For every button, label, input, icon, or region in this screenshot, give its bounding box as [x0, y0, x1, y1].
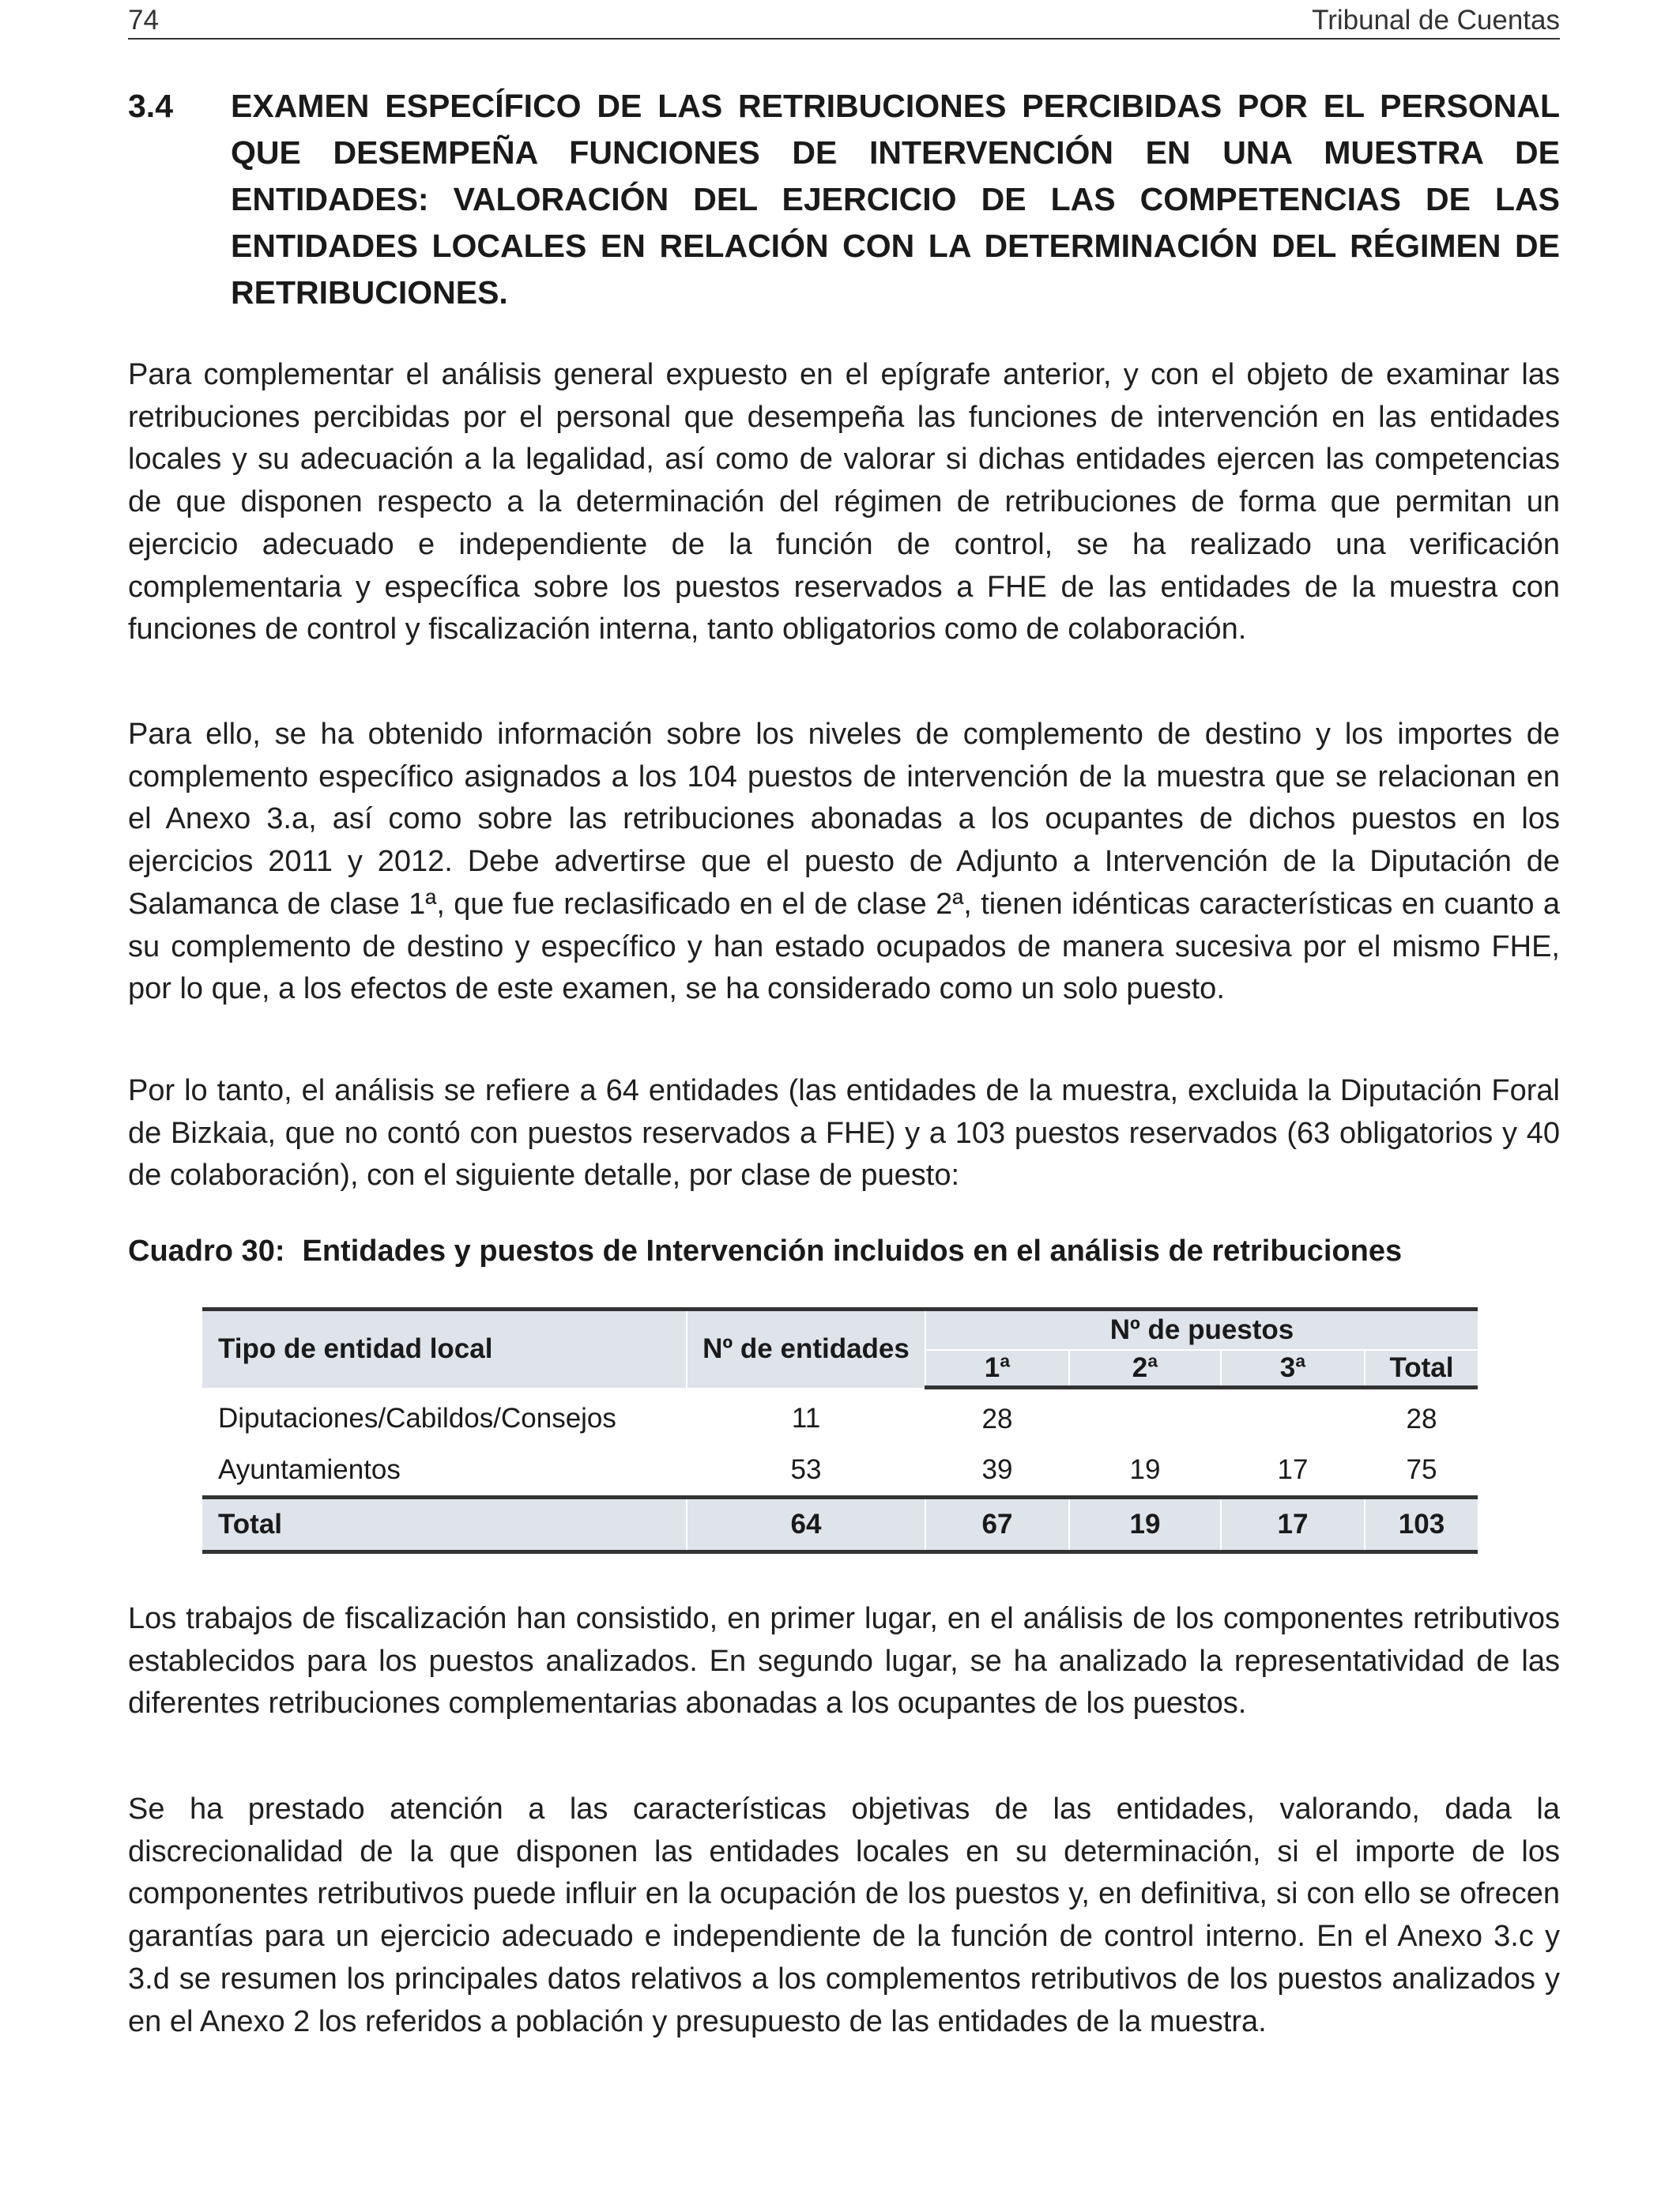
cell-entidades: 53	[687, 1445, 925, 1498]
header-num-puestos: Nº de puestos	[925, 1310, 1478, 1351]
table-caption	[128, 1231, 1560, 1271]
section-heading	[128, 83, 1560, 316]
table-header-row	[202, 1310, 1478, 1351]
total-clase-1: 67	[925, 1498, 1069, 1552]
header-tipo-entidad: Tipo de entidad local	[202, 1310, 687, 1388]
header-clase-1: 1ª	[925, 1350, 1069, 1388]
total-label: Total	[202, 1498, 687, 1552]
cell-clase-1: 28	[925, 1388, 1069, 1446]
paragraph-5: Se ha prestado atención a las características objetivas de las entidades, valorando, dada la discrecionalidad de la que disponen las entidades locales en su determinación, si el importe de los componentes retributivos puede influir en la ocupación de los puestos y, en definitiva, si con ello se ofrecen garantías para un ejercicio adecuado e independiente de la función de control interno. En el Anexo 3.c y 3.d se resumen los principales datos relativos a los complementos retributivos de los puestos analizados y en el Anexo 2 los referidos a población y presupuesto de las entidades de la muestra.	[128, 1793, 1560, 2038]
cell-total: 75	[1406, 1454, 1437, 1485]
cell-clase-1: 39	[925, 1445, 1069, 1498]
table-total-row	[202, 1498, 1478, 1552]
paragraph-3: Por lo tanto, el análisis se refiere a 64 entidades (las entidades de la muestra, excluida la Diputación Foral de Bizkaia, que no contó con puestos reservados a FHE) y a 103 puestos reservados (63 obligatorios y 40 de colaboración), con el siguiente detalle, por clase de puesto:	[128, 1074, 1560, 1193]
table-caption-text: Entidades y puestos de Intervención incluidos en el análisis de retribuciones	[302, 1235, 1403, 1268]
table-row	[202, 1445, 1478, 1498]
paragraph-4: Los trabajos de fiscalización han consistido, en primer lugar, en el análisis de los componentes retributivos establecidos para los puestos analizados. En segundo lugar, se ha analizado la representatividad de las diferentes retribuciones complementarias abonadas a los ocupantes de los puestos.	[128, 1602, 1560, 1721]
paragraph-1: Para complementar el análisis general expuesto en el epígrafe anterior, y con el objeto de examinar las retribuciones percibidas por el personal que desempeña las funciones de intervención en las entidades locales y su adecuación a la legalidad, así como de valorar si dichas entidades ejercen las competencias de que disponen respecto a la determinación del régimen de retribuciones de forma que permitan un ejercicio adecuado e independiente de la función de control, se ha realizado una verificación complementaria y específica sobre los puestos reservados a FHE de las entidades de la muestra con funciones de control y fiscalización interna, tanto obligatorios como de colaboración.	[128, 358, 1560, 647]
cell-clase-3	[1221, 1388, 1365, 1446]
total-entidades: 64	[687, 1498, 925, 1552]
total-puestos: 103	[1365, 1498, 1478, 1552]
table-row	[202, 1388, 1478, 1446]
cell-tipo: Ayuntamientos	[202, 1445, 687, 1498]
cell-clase-2	[1069, 1388, 1221, 1446]
cell-clase-2: 19	[1069, 1445, 1221, 1498]
table-caption-label: Cuadro 30:	[128, 1235, 285, 1268]
cell-clase-3: 17	[1221, 1445, 1365, 1498]
entities-table	[202, 1307, 1478, 1554]
section-number: 3.4	[128, 88, 173, 124]
header-clase-3: 3ª	[1221, 1350, 1365, 1388]
page-number: 74	[128, 5, 159, 36]
total-clase-2: 19	[1069, 1498, 1221, 1552]
header-total: Total	[1365, 1350, 1478, 1388]
cell-total: 28	[1406, 1404, 1437, 1434]
section-title: EXAMEN ESPECÍFICO DE LAS RETRIBUCIONES PERCIBIDAS POR EL PERSONAL QUE DESEMPEÑA FUNCIONES DE INTERVENCIÓN EN UNA MUESTRA DE ENTIDADES: VALORACIÓN DEL EJERCICIO DE LAS COMPETENCIAS DE LAS ENTIDADES LOCALES EN RELACIÓN CON LA DETERMINACIÓN DEL RÉGIMEN DE RETRIBUCIONES.	[231, 88, 1560, 311]
cell-tipo: Diputaciones/Cabildos/Consejos	[202, 1388, 687, 1446]
publisher-name: Tribunal de Cuentas	[1312, 5, 1560, 36]
header-clase-2: 2ª	[1069, 1350, 1221, 1388]
header-num-entidades: Nº de entidades	[687, 1310, 925, 1388]
total-clase-3: 17	[1221, 1498, 1365, 1552]
cell-entidades: 11	[687, 1388, 925, 1446]
paragraph-2: Para ello, se ha obtenido información sobre los niveles de complemento de destino y los importes de complemento específico asignados a los 104 puestos de intervención de la muestra que se relacionan en el Anexo 3.a, así como sobre las retribuciones abonadas a los ocupantes de dichos puestos en los ejercicios 2011 y 2012. Debe advertirse que el puesto de Adjunto a Intervención de la Diputación de Salamanca de clase 1ª, que fue reclasificado en el de clase 2ª, tienen idénticas características en cuanto a su complemento de destino y específico y han estado ocupados de manera sucesiva por el mismo FHE, por lo que, a los efectos de este examen, se ha considerado como un solo puesto.	[128, 718, 1560, 1006]
page-header	[128, 3, 1560, 40]
